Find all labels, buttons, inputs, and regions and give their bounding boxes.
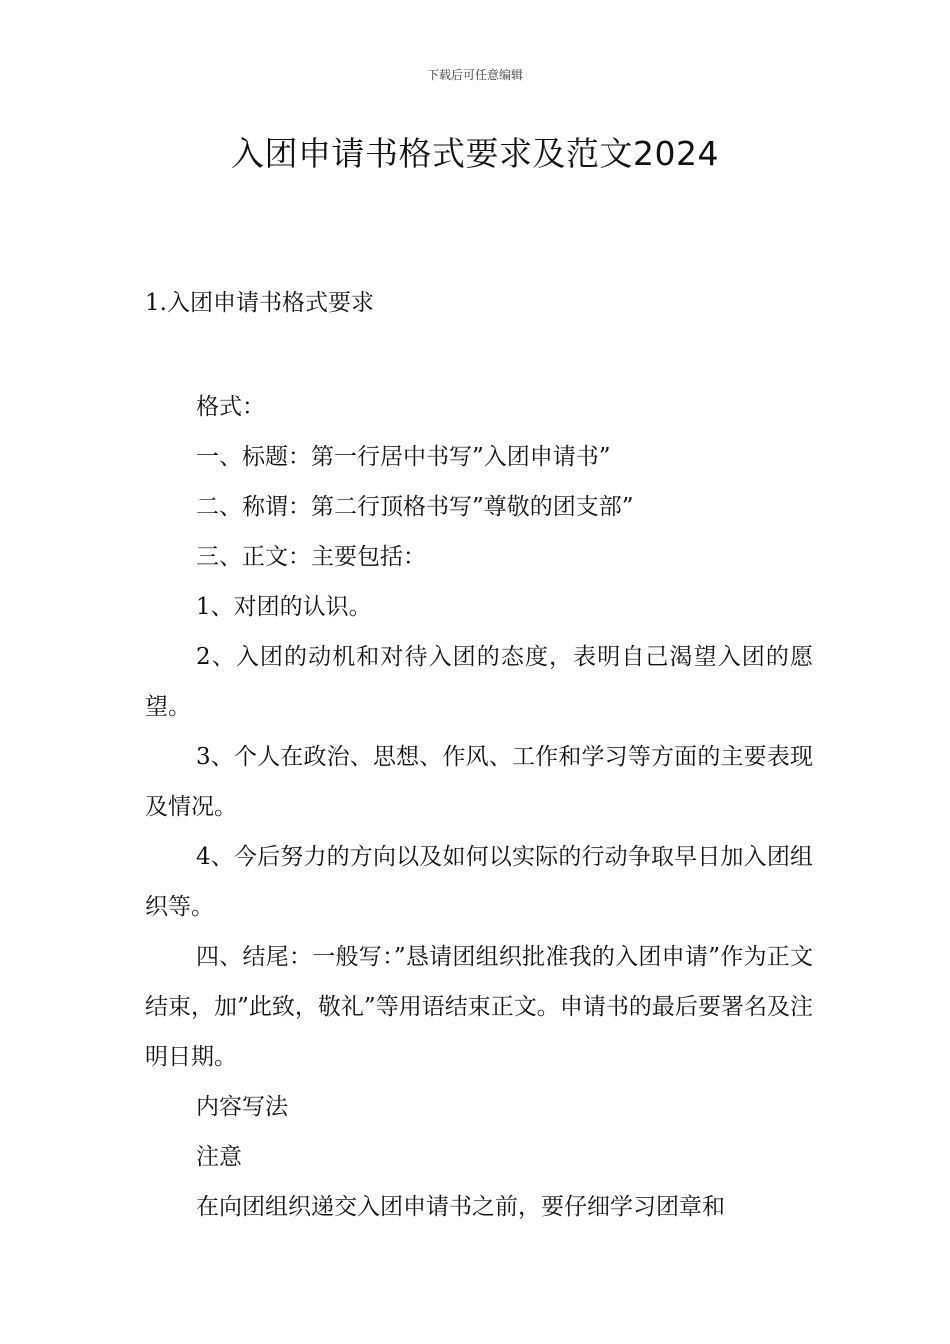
document-body [145,382,813,1232]
paragraph-item-4: 4、今后努力的方向以及如何以实际的行动争取早日加入团组织等。 [145,844,813,920]
paragraph-item-3: 3、个人在政治、思想、作风、工作和学习等方面的主要表现及情况。 [145,744,813,820]
section-heading: 1.入团申请书格式要求 [145,290,374,316]
paragraph-title-rule: 一、标题：第一行居中书写”入团申请书” [196,444,611,470]
paragraph-item-2: 2、入团的动机和对待入团的态度，表明自己渴望入团的愿望。 [145,644,813,720]
paragraph-content-writing: 内容写法 [196,1094,288,1120]
paragraph-body-rule: 三、正文：主要包括： [196,544,426,570]
paragraph-salutation-rule: 二、称谓：第二行顶格书写”尊敬的团支部” [196,494,634,520]
header-note: 下载后可任意编辑 [426,68,523,82]
paragraph-notice-text: 在向团组织递交入团申请书之前，要仔细学习团章和 [196,1194,725,1220]
paragraph-notice: 注意 [196,1144,242,1170]
paragraph-closing-rule: 四、结尾：一般写：”恳请团组织批准我的入团申请”作为正文结束，加”此致，敬礼”等用语结束正文。申请书的最后要署名及注明日期。 [145,944,813,1070]
paragraph-item-1: 1、对团的认识。 [196,594,372,620]
paragraph-format-label: 格式： [196,394,265,420]
document-title: 入团申请书格式要求及范文2024 [231,134,719,173]
